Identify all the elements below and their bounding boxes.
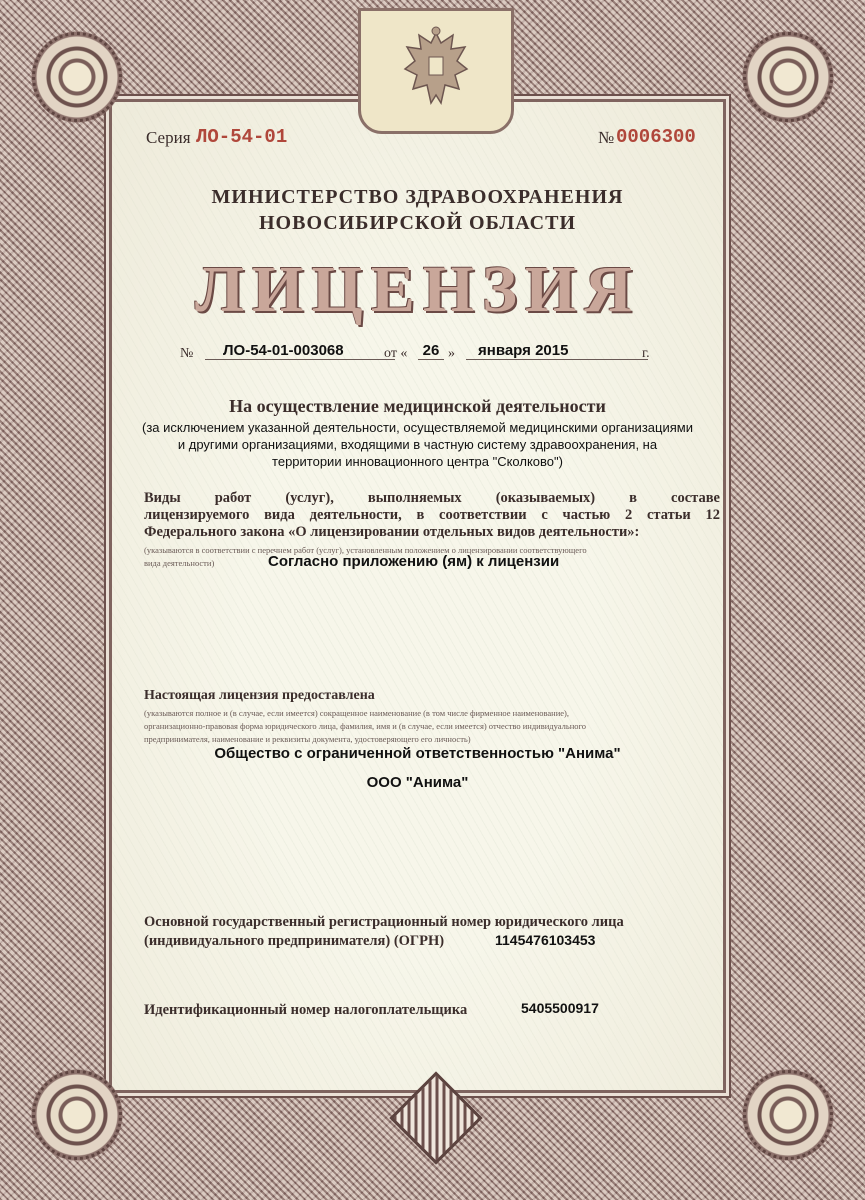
license-date-month-year: января 2015: [466, 342, 648, 360]
license-date-year-suffix: г.: [642, 346, 650, 361]
ogrn-line1: Основной государственный регистрационный номер юридического лица: [144, 914, 624, 930]
series-value: ЛО-54-01: [196, 126, 288, 148]
grantee-hint-line3: предпринимателя, наименование и реквизиты документа, удостоверяющего его личность): [144, 734, 471, 744]
works-line1: Виды работ (услуг), выполняемых (оказываемых) в составе: [144, 490, 720, 506]
works-hint-line1: (указываются в соответствии с перечнем работ (услуг), установленным положением о лицензировании соответствующего: [144, 545, 587, 555]
blank-number-value: 0006300: [616, 126, 696, 148]
double-headed-eagle-icon: [401, 25, 471, 117]
bottom-ornament: [378, 1060, 488, 1170]
license-date-from-label: от «: [384, 346, 408, 361]
works-line3: Федерального закона «О лицензировании отдельных видов деятельности»:: [144, 524, 640, 540]
license-number-value: ЛО-54-01-003068: [205, 342, 395, 360]
document-title: ЛИЦЕНЗИЯ: [194, 253, 641, 326]
ministry-name-line2: НОВОСИБИРСКОЙ ОБЛАСТИ: [258, 212, 577, 234]
inn-label: Идентификационный номер налогоплательщика: [144, 1002, 468, 1018]
ministry-name-line1: МИНИСТЕРСТВО ЗДРАВООХРАНЕНИЯ: [211, 186, 624, 208]
series-label: Серия: [146, 128, 191, 147]
ogrn-value: 1145476103453: [495, 932, 596, 948]
activity-note-line2: и другими организациями, входящими в частную систему здравоохранения, на: [177, 437, 658, 452]
license-date-day: 26: [418, 342, 444, 360]
grantee-label: Настоящая лицензия предоставлена: [144, 688, 375, 703]
coat-of-arms-emblem: [358, 8, 514, 134]
corner-rosette-bottom-left: [22, 1060, 132, 1170]
corner-rosette-top-right: [733, 22, 843, 132]
grantee-short-name: ООО "Анима": [366, 774, 469, 791]
activity-note-line3: территории инновационного центра "Сколково"): [272, 454, 563, 469]
grantee-hint-line2: организационно-правовая форма юридического лица, фамилия, имя и (в случае, если имеется) отчество индивидуального: [144, 721, 587, 731]
license-date-close-quote: »: [448, 346, 455, 361]
blank-number-label: №: [598, 128, 615, 147]
activity-heading: На осуществление медицинской деятельности: [229, 396, 606, 416]
grantee-full-name: Общество с ограниченной ответственностью "Анима": [214, 745, 621, 762]
works-line2: лицензируемого вида деятельности, в соответствии с частью 2 статьи 12: [144, 507, 720, 523]
ogrn-line2: (индивидуального предпринимателя) (ОГРН): [144, 933, 445, 949]
grantee-hint-line1: (указываются полное и (в случае, если имеется) сокращенное наименование (в том числе фирменное наименование),: [144, 708, 569, 718]
works-value: Согласно приложению (ям) к лицензии: [268, 553, 560, 570]
activity-note-line1: (за исключением указанной деятельности, осуществляемой медицинскими организациями: [142, 420, 693, 435]
license-no-label: №: [180, 346, 194, 361]
corner-rosette-top-left: [22, 22, 132, 132]
corner-rosette-bottom-right: [733, 1060, 843, 1170]
inn-value: 5405500917: [521, 1000, 599, 1016]
works-hint-line2: вида деятельности): [144, 558, 215, 568]
